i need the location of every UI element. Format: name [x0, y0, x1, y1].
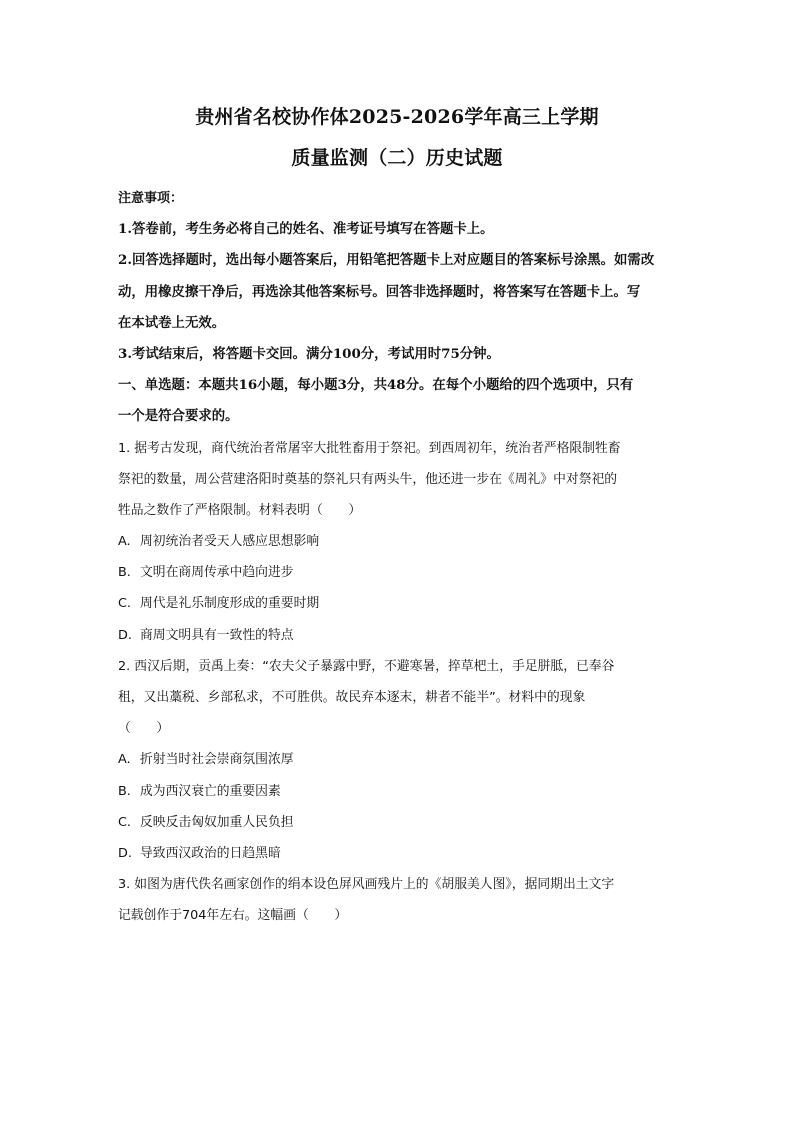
question-1-stem-line2: 祭祀的数量，周公营建洛阳时奠基的祭礼只有两头牛，他还进一步在《周礼》中对祭祀的: [118, 471, 618, 487]
question-2-stem-line1: 2. 西汉后期，贡禹上奏：“农夫父子暴露中野，不避寒暑，捽草杷土，手足胼胝，已奉谷: [118, 658, 615, 674]
question-2-option-b: [118, 776, 683, 807]
notice-item-3: 3.考试结束后，将答题卡交回。满分100分，考试用时75分钟。: [118, 345, 500, 362]
option-text: 导致西汉政治的日趋黑暗: [140, 845, 281, 861]
option-letter: D.: [118, 627, 132, 643]
question-1-stem-line1: 1. 据考古发现，商代统治者常屠宰大批牲畜用于祭祀。到西周初年，统治者严格限制牲畜: [118, 440, 621, 456]
notice-item-2-line3: 在本试卷上无效。: [118, 314, 226, 331]
question-2-stem-line3: （ ）: [118, 721, 170, 737]
notice-item-1: 1.答卷前，考生务必将自己的姓名、准考证号填写在答题卡上。: [118, 221, 494, 238]
question-2-option-a: [118, 744, 683, 775]
question-1-option-d: [118, 620, 683, 651]
section-heading-line2: 一个是符合要求的。: [118, 408, 239, 425]
option-text: 折射当时社会崇商氛围浓厚: [140, 752, 294, 768]
option-letter: B.: [118, 783, 131, 799]
option-text: 周初统治者受天人感应思想影响: [140, 534, 320, 550]
notice-heading: 注意事项：: [118, 191, 184, 206]
notice-item-2-line1: 2.回答选择题时，选出每小题答案后，用铅笔把答题卡上对应题目的答案标号涂黑。如需改: [118, 252, 655, 269]
question-3-stem-line2: 记载创作于704年左右。这幅画（ ）: [118, 908, 348, 924]
question-2-option-c: [118, 807, 683, 838]
option-letter: C.: [118, 596, 132, 612]
exam-title-line2: 质量监测（二）历史试题: [291, 147, 503, 169]
option-text: 成为西汉衰亡的重要因素: [140, 783, 281, 799]
question-1-option-c: [118, 588, 683, 619]
question-3-stem-line1: 3. 如图为唐代佚名画家创作的绢本设色屏风画残片上的《胡服美人图》，据同期出土文字: [118, 877, 615, 893]
question-1-stem-line3: 牲品之数作了严格限制。材料表明（ ）: [118, 502, 362, 518]
option-text: 反映反击匈奴加重人民负担: [140, 814, 294, 830]
question-1-option-a: [118, 526, 683, 557]
option-letter: A.: [118, 534, 131, 550]
section-heading-line1: 一、单选题：本题共16小题，每小题3分，共48分。在每个小题给的四个选项中，只有: [118, 377, 634, 394]
option-letter: A.: [118, 752, 131, 768]
question-1-option-b: [118, 557, 683, 588]
option-letter: B.: [118, 565, 131, 581]
exam-body: [118, 183, 683, 932]
option-letter: D.: [118, 845, 132, 861]
question-2-option-d: [118, 838, 683, 869]
option-text: 周代是礼乐制度形成的重要时期: [140, 596, 320, 612]
option-letter: C.: [118, 814, 132, 830]
question-2-stem-line2: 租，又出藁税、乡部私求，不可胜供。故民弃本逐末，耕者不能半”。材料中的现象: [118, 690, 586, 705]
option-text: 商周文明具有一致性的特点: [140, 627, 294, 643]
exam-title-line1: 贵州省名校协作体2025-2026学年高三上学期: [195, 106, 599, 128]
option-text: 文明在商周传承中趋向进步: [140, 565, 294, 581]
notice-item-2-line2: 动，用橡皮擦干净后，再选涂其他答案标号。回答非选择题时，将答案写在答题卡上。写: [118, 283, 641, 300]
